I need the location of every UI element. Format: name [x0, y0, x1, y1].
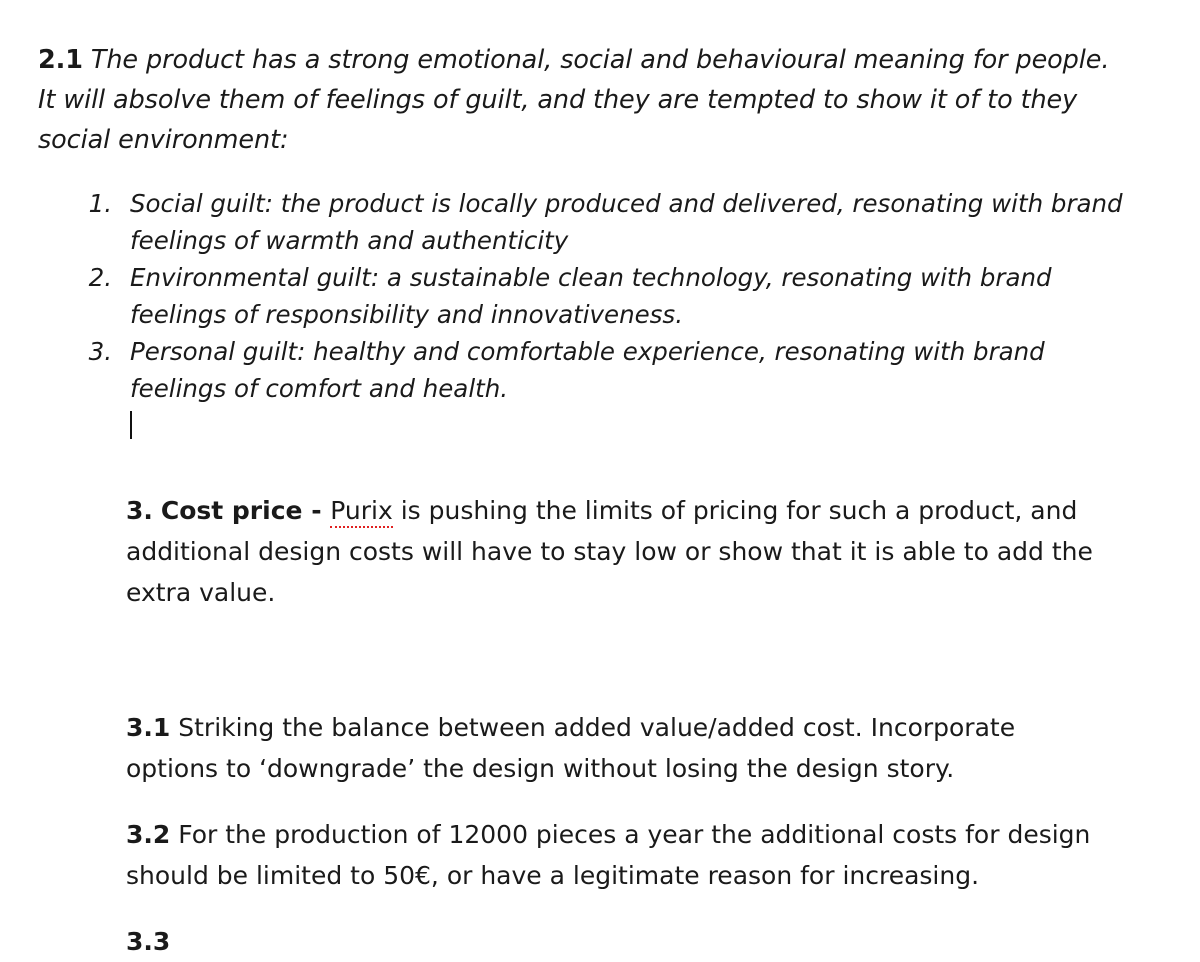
list-item-marker: 3. — [88, 337, 112, 366]
list-item — [38, 333, 1130, 407]
paragraph-text-2-1: The product has a strong emotional, social and behavioural meaning for people. It will absolve them of feelings of guilt, and they are tempted to show it of to they social environment: — [38, 44, 1110, 155]
paragraph-number-3-3: 3.3 — [126, 927, 171, 956]
heading-number-3: 3. — [126, 496, 153, 525]
paragraph-3-3 — [38, 921, 1130, 962]
empty-line[interactable] — [38, 407, 1130, 441]
guilt-list — [38, 185, 1130, 407]
paragraph-3-1 — [38, 707, 1130, 789]
list-item — [38, 259, 1130, 333]
list-item-marker: 2. — [88, 263, 112, 292]
heading-3-cost-price — [38, 490, 1130, 613]
list-item-label: Environmental guilt: a sustainable clean technology, resonating with brand feelings of responsibility and innovativeness. — [130, 263, 1052, 329]
text-cursor — [130, 411, 132, 439]
paragraph-number-3-2: 3.2 — [126, 820, 171, 849]
paragraph-number-2-1: 2.1 — [38, 44, 83, 75]
list-item-label: Personal guilt: healthy and comfortable experience, resonating with brand feelings of comfort and health. — [130, 337, 1045, 403]
heading-3-text: is pushing the limits of pricing for such a product, and additional design costs will have to stay low or show that it is able to add the extra value. — [126, 496, 1093, 607]
misspelled-word-purix[interactable]: Purix — [330, 496, 393, 528]
paragraph-2-1 — [38, 40, 1130, 160]
paragraph-number-3-1: 3.1 — [126, 713, 171, 742]
list-item-label: Social guilt: the product is locally produced and delivered, resonating with brand feelings of warmth and authenticity — [130, 189, 1123, 255]
heading-label-cost-price: Cost price - — [160, 496, 331, 525]
list-item — [38, 185, 1130, 259]
paragraph-text-3-2: For the production of 12000 pieces a year the additional costs for design should be limited to 50€, or have a legitimate reason for increasing. — [126, 820, 1091, 890]
list-item-marker: 1. — [88, 189, 112, 218]
paragraph-text-3-1: Striking the balance between added value/added cost. Incorporate options to ‘downgrade’ the design without losing the design story. — [126, 713, 1016, 783]
paragraph-3-2 — [38, 814, 1130, 896]
